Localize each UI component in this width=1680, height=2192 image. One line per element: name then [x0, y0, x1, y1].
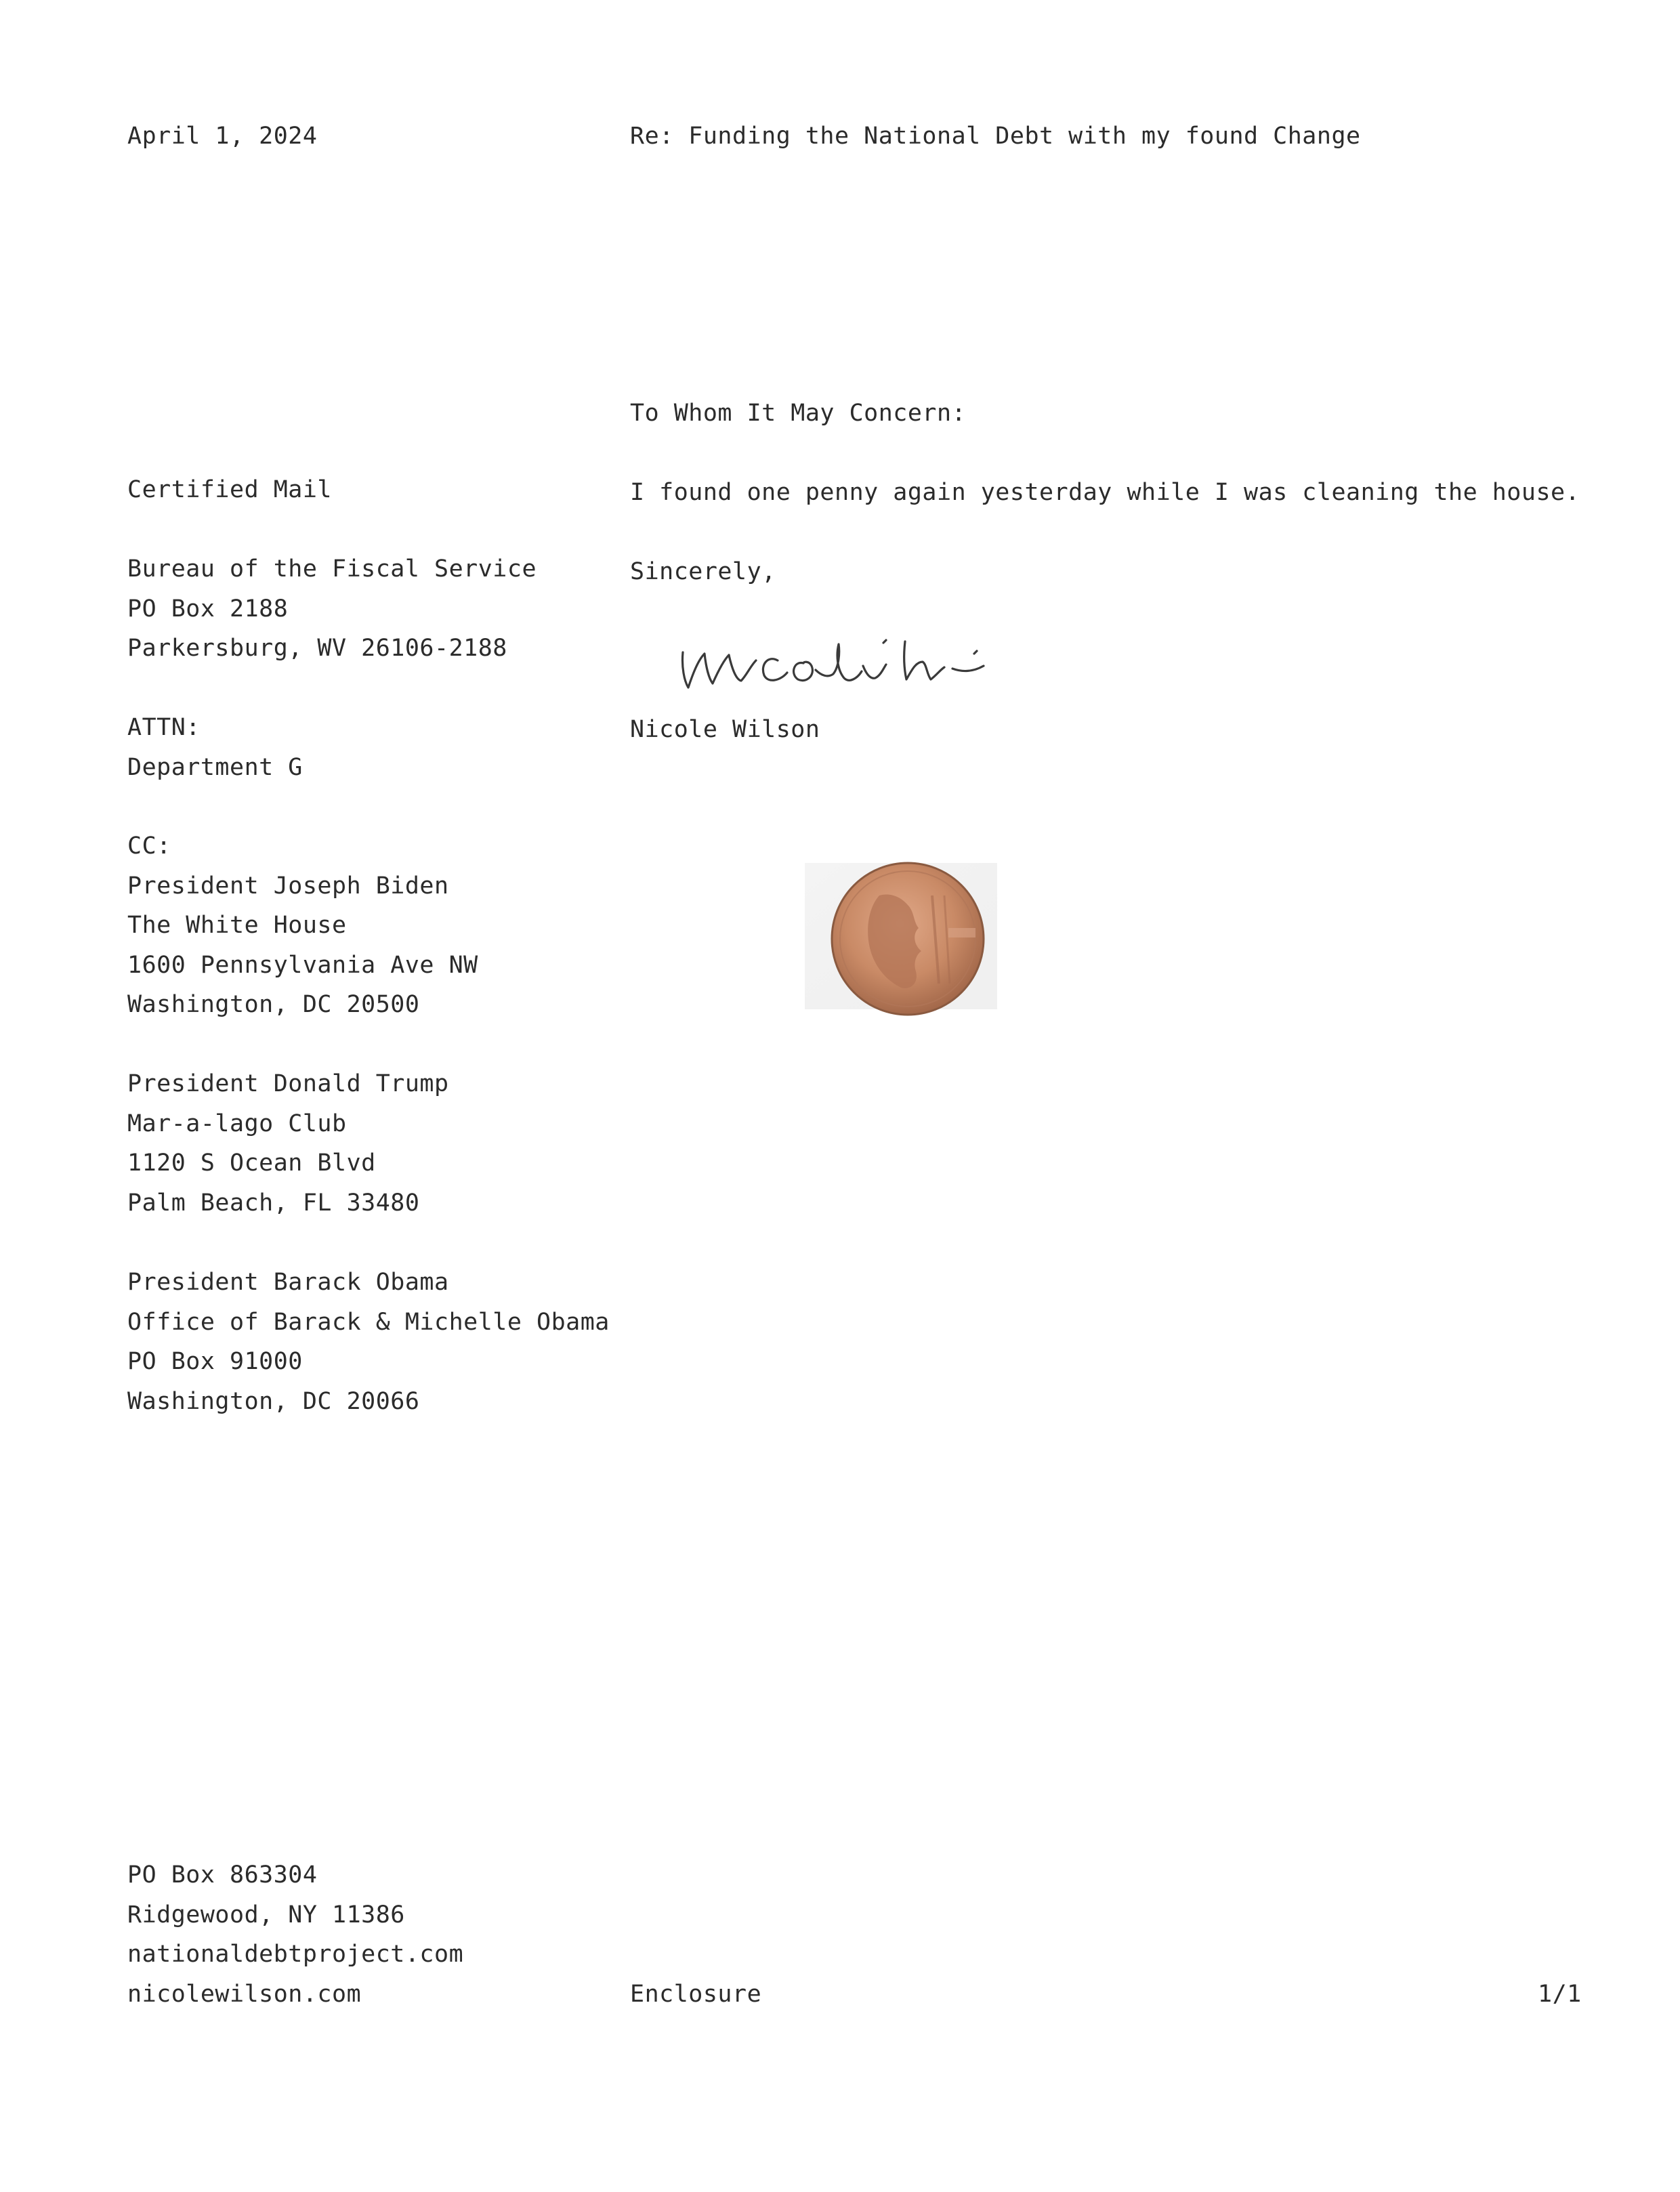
- cc-line: Mar-a-lago Club: [127, 1110, 347, 1137]
- letter-body: I found one penny again yesterday while I was cleaning the house.: [630, 479, 1580, 506]
- mailing-method: Certified Mail: [127, 476, 333, 503]
- enclosure-label: Enclosure: [630, 1981, 762, 2008]
- closing: Sincerely,: [630, 558, 776, 585]
- sender-website: nationaldebtproject.com: [127, 1941, 464, 1968]
- penny-coin-icon: [799, 855, 1003, 1017]
- cc-line: President Donald Trump: [127, 1070, 449, 1097]
- sender-website: nicolewilson.com: [127, 1980, 362, 2008]
- cc-recipient-obama: [127, 1263, 610, 1421]
- cc-label: CC:: [127, 832, 171, 860]
- cc-line: Washington, DC 20066: [127, 1387, 420, 1415]
- cc-line: 1120 S Ocean Blvd: [127, 1150, 376, 1177]
- salutation: To Whom It May Concern:: [630, 400, 967, 427]
- recipient-line: Parkersburg, WV 26106-2188: [127, 635, 507, 662]
- sender-address: [127, 1855, 463, 2014]
- letter-date: April 1, 2024: [127, 123, 318, 150]
- attention-block: [127, 708, 303, 787]
- cc-block: [127, 826, 478, 1025]
- attention-department: Department G: [127, 753, 303, 781]
- handwritten-signature: [671, 613, 996, 701]
- cc-line: The White House: [127, 912, 347, 939]
- cc-line: President Barack Obama: [127, 1269, 449, 1296]
- sender-line: PO Box 863304: [127, 1861, 318, 1889]
- sender-line: Ridgewood, NY 11386: [127, 1901, 405, 1928]
- cc-line: Washington, DC 20500: [127, 991, 420, 1018]
- subject-line: Re: Funding the National Debt with my found Change: [630, 123, 1361, 150]
- page-number: 1/1: [1538, 1981, 1582, 2008]
- attention-label: ATTN:: [127, 714, 201, 741]
- cc-line: PO Box 91000: [127, 1348, 303, 1375]
- cc-line: 1600 Pennsylvania Ave NW: [127, 951, 478, 979]
- cc-line: Office of Barack & Michelle Obama: [127, 1308, 610, 1336]
- cc-line: Palm Beach, FL 33480: [127, 1189, 420, 1217]
- recipient-line: Bureau of the Fiscal Service: [127, 555, 537, 583]
- recipient-address: [127, 549, 537, 669]
- cc-recipient-trump: [127, 1064, 449, 1223]
- cc-line: President Joseph Biden: [127, 872, 449, 900]
- recipient-line: PO Box 2188: [127, 595, 289, 623]
- signer-name: Nicole Wilson: [630, 716, 820, 743]
